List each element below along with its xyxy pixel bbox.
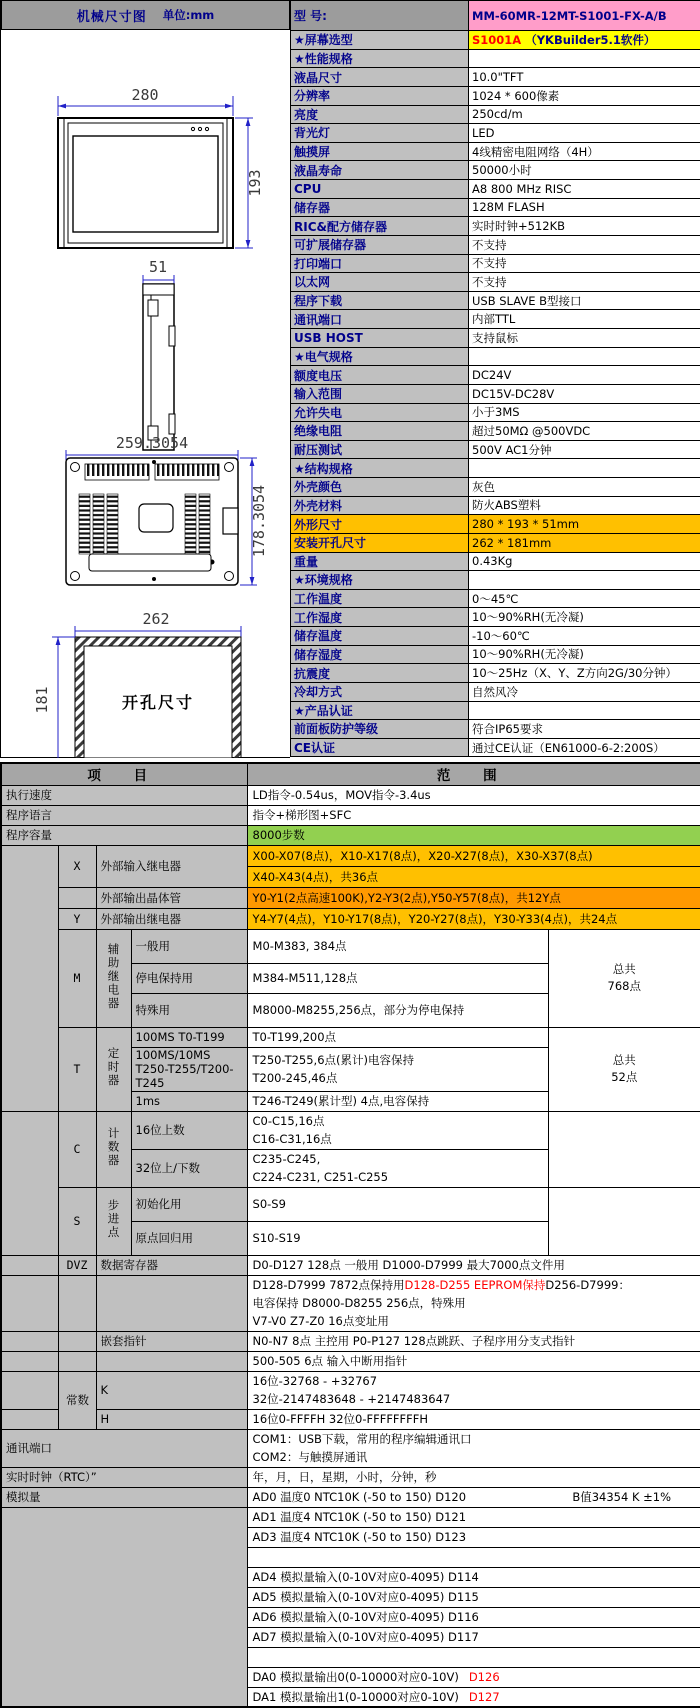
dimension-label-front-height: 193 bbox=[246, 169, 264, 196]
device-letter-s: S bbox=[58, 1187, 96, 1255]
plc-row-value: 指令+梯形图+SFC bbox=[247, 805, 700, 825]
plc-row-value: 16位-32768 - +32767 32位-2147483648 - +2147483647 bbox=[247, 1371, 700, 1409]
plc-row-value: D128-D7999 7872点保持用D128-D255 EEPROM保持D256-D7999： 电容保持 D8000-D8255 256点，特殊用 V7-V0 Z7-Z0 16点变址用 bbox=[247, 1275, 700, 1331]
device-subtype: 100MS/10MS T250-T255/T200-T245 bbox=[131, 1047, 247, 1091]
spec-row-value: USB SLAVE B型接口 bbox=[469, 291, 700, 310]
mechanical-title: 机械尺寸图 bbox=[77, 6, 147, 25]
spec-row-value: 0.43Kg bbox=[469, 552, 700, 571]
device-subtype: 100MS T0-T199 bbox=[131, 1027, 247, 1047]
spec-row-value: 灰色 bbox=[469, 478, 700, 497]
dimension-label-cutout-height: 181 bbox=[33, 686, 51, 713]
spec-row-label: 亮度 bbox=[291, 105, 469, 124]
screen-type-value bbox=[469, 31, 700, 50]
device-name-vertical: 定时器 bbox=[96, 1027, 131, 1111]
device-subtype: 1ms bbox=[131, 1091, 247, 1111]
back-view-drawing bbox=[66, 434, 268, 585]
device-name: 外部输入继电器 bbox=[96, 845, 247, 887]
cutout-label: 开孔尺寸 bbox=[122, 693, 194, 712]
spec-row-label: ★屏幕选型 bbox=[291, 31, 469, 50]
dimension-label-cutout-width: 262 bbox=[142, 610, 169, 628]
device-letter-t: T bbox=[58, 1027, 96, 1111]
plc-row-value: AD5 模拟量输入(0-10V对应0-4095) D115 bbox=[247, 1587, 700, 1607]
plc-row-value: LD指令-0.54us，MOV指令-3.4us bbox=[247, 785, 700, 805]
spec-row-value bbox=[469, 701, 700, 720]
plc-row-label: 执行速度 bbox=[1, 785, 247, 805]
spec-row-value: 不支持 bbox=[469, 235, 700, 254]
spec-section-label: ★电气规格 bbox=[291, 347, 469, 366]
plc-row-value: 16位0-FFFFH 32位0-FFFFFFFFH bbox=[247, 1409, 700, 1429]
spec-row-value: 内部TTL bbox=[469, 310, 700, 329]
spec-row-value: 不支持 bbox=[469, 254, 700, 273]
device-letter bbox=[58, 887, 96, 908]
spec-row-value: 防火ABS塑料 bbox=[469, 496, 700, 515]
device-subtype: 初始化用 bbox=[131, 1187, 247, 1221]
plc-row-value: Y4-Y7(4点)，Y10-Y17(8点)，Y20-Y27(8点)，Y30-Y33(4点)，共24点 bbox=[247, 908, 700, 929]
device-name-constant: 常数 bbox=[58, 1371, 96, 1429]
device-subtype: K bbox=[96, 1371, 247, 1409]
spec-row-value: 实时时钟+512KB bbox=[469, 217, 700, 236]
spec-row-value: 10～90%RH(无冷凝) bbox=[469, 645, 700, 664]
spec-row-label: 额度电压 bbox=[291, 366, 469, 385]
device-letter-y: Y bbox=[58, 908, 96, 929]
spec-row-value: 0～45℃ bbox=[469, 589, 700, 608]
spec-row-value bbox=[469, 49, 700, 68]
spec-row-label: 以太网 bbox=[291, 273, 469, 292]
plc-group-spacer bbox=[96, 1351, 247, 1371]
plc-row-label: 程序容量 bbox=[1, 825, 247, 845]
plc-row-label: 实时时钟（RTC）” bbox=[1, 1467, 247, 1487]
spec-row-value: 不支持 bbox=[469, 273, 700, 292]
screen-model: S1001A bbox=[472, 33, 521, 47]
spec-row-label: 前面板防护等级 bbox=[291, 720, 469, 739]
spec-row-label: USB HOST bbox=[291, 329, 469, 348]
plc-row-value: T246-T249(累计型) 4点,电容保持 bbox=[247, 1091, 548, 1111]
spec-row-label: 耐压测试 bbox=[291, 440, 469, 459]
spec-row-label: 绝缘电阻 bbox=[291, 422, 469, 441]
device-name: 外部输出继电器 bbox=[96, 908, 247, 929]
plc-row-value: N0-N7 8点 主控用 P0-P127 128点跳跃、子程序用分支式指针 bbox=[247, 1331, 700, 1351]
side-view-drawing bbox=[143, 258, 175, 450]
device-subtype: H bbox=[96, 1409, 247, 1429]
plc-row-value: X00-X07(8点)，X10-X17(8点)，X20-X27(8点)，X30-X37(8点) bbox=[247, 845, 700, 866]
plc-row-value: Y0-Y1(2点高速100K),Y2-Y3(2点),Y50-Y57(8点)，共12Y点 bbox=[247, 887, 700, 908]
spec-row-value: 500V AC1分钟 bbox=[469, 440, 700, 459]
plc-row-empty bbox=[247, 1647, 700, 1667]
spec-row-label: 储存器 bbox=[291, 198, 469, 217]
plc-row-value: AD3 温度4 NTC10K (-50 to 150) D123 bbox=[247, 1527, 700, 1547]
spec-section-label: ★结构规格 bbox=[291, 459, 469, 478]
dimension-label-side-width: 51 bbox=[149, 258, 167, 276]
plc-row-label: 模拟量 bbox=[1, 1487, 247, 1507]
spec-row-value: 通过CE认证（EN61000-6-2:200S） bbox=[469, 738, 700, 757]
spec-row-label: 允许失电 bbox=[291, 403, 469, 422]
spec-row-value: 1024 * 600像素 bbox=[469, 86, 700, 105]
plc-row-value: M8000-M8255,256点，部分为停电保持 bbox=[247, 993, 548, 1027]
plc-group-spacer bbox=[1, 1255, 58, 1275]
plc-row-value: DA0 模拟量输出0(0-10000对应0-10V) D126 bbox=[247, 1667, 700, 1687]
spec-section-label: ★性能规格 bbox=[291, 49, 469, 68]
plc-row-value: C235-C245, C224-C231, C251-C255 bbox=[247, 1149, 548, 1187]
spec-row-value: 小于3MS bbox=[469, 403, 700, 422]
plc-row-value: AD1 温度4 NTC10K (-50 to 150) D121 bbox=[247, 1507, 700, 1527]
spec-row-value: 10～25Hz（X、Y、Z方向2G/30分钟） bbox=[469, 664, 700, 683]
plc-row-value: AD4 模拟量输入(0-10V对应0-4095) D114 bbox=[247, 1567, 700, 1587]
plc-row-value: M384-M511,128点 bbox=[247, 963, 548, 993]
spec-row-value: 4线精密电阻网络（4H） bbox=[469, 142, 700, 161]
plc-row-value: DA1 模拟量输出1(0-10000对应0-10V) D127 bbox=[247, 1687, 700, 1707]
device-subtype: 一般用 bbox=[131, 929, 247, 963]
device-letter-m: M bbox=[58, 929, 96, 1027]
spec-row-label: 型 号: bbox=[291, 1, 469, 31]
register-d127: D127 bbox=[469, 1690, 500, 1704]
spec-section-label: ★环境规格 bbox=[291, 571, 469, 590]
spec-row-label: RIC&配方储存器 bbox=[291, 217, 469, 236]
plc-group-spacer bbox=[1, 845, 58, 1111]
device-total: 总共 768点 bbox=[548, 929, 700, 1027]
spec-row-label: 外形尺寸 bbox=[291, 515, 469, 534]
spec-row-label: 冷却方式 bbox=[291, 682, 469, 701]
spec-row-label: 液晶尺寸 bbox=[291, 68, 469, 87]
device-total bbox=[548, 1111, 700, 1187]
spec-row-label: 分辨率 bbox=[291, 86, 469, 105]
plc-group-spacer bbox=[1, 1371, 58, 1409]
register-d126: D126 bbox=[469, 1670, 500, 1684]
plc-group-spacer bbox=[1, 1409, 58, 1429]
plc-row-value: C0-C15,16点 C16-C31,16点 bbox=[247, 1111, 548, 1149]
spec-row-value: 280 * 193 * 51mm bbox=[469, 515, 700, 534]
spec-row-value bbox=[469, 347, 700, 366]
plc-row-value: 年，月，日，星期，小时，分钟，秒 bbox=[247, 1467, 700, 1487]
spec-row-value: 自然风冷 bbox=[469, 682, 700, 701]
device-total: 总共 52点 bbox=[548, 1027, 700, 1111]
spec-table bbox=[290, 0, 700, 757]
screen-software: （YKBuilder5.1软件） bbox=[521, 33, 655, 47]
spec-row-label: 储存湿度 bbox=[291, 645, 469, 664]
device-letter-dvz: DVZ bbox=[58, 1255, 96, 1275]
spec-row-label: 触摸屏 bbox=[291, 142, 469, 161]
device-name-vertical: 计数器 bbox=[96, 1111, 131, 1187]
device-name-vertical: 步进点 bbox=[96, 1187, 131, 1255]
spec-row-label: 工作温度 bbox=[291, 589, 469, 608]
spec-row-label: CPU bbox=[291, 180, 469, 199]
plc-group-spacer bbox=[1, 1275, 58, 1331]
spec-row-label: 背光灯 bbox=[291, 124, 469, 143]
device-subtype: 原点回归用 bbox=[131, 1221, 247, 1255]
plc-row-value: T0-T199,200点 bbox=[247, 1027, 548, 1047]
spec-row-value: DC15V-DC28V bbox=[469, 384, 700, 403]
spec-row-value: 10.0"TFT bbox=[469, 68, 700, 87]
spec-row-label: 通讯端口 bbox=[291, 310, 469, 329]
device-name: 嵌套指针 bbox=[96, 1331, 247, 1351]
spec-row-label: 输入范围 bbox=[291, 384, 469, 403]
spec-row-value: 50000小时 bbox=[469, 161, 700, 180]
spec-row-value: DC24V bbox=[469, 366, 700, 385]
device-letter-x: X bbox=[58, 845, 96, 887]
mechanical-unit: 单位:mm bbox=[163, 7, 215, 23]
spec-row-label: 外壳颜色 bbox=[291, 478, 469, 497]
device-subtype: 16位上数 bbox=[131, 1111, 247, 1149]
plc-row-value: AD6 模拟量输入(0-10V对应0-4095) D116 bbox=[247, 1607, 700, 1627]
spec-row-label: 重量 bbox=[291, 552, 469, 571]
spec-row-value bbox=[469, 459, 700, 478]
device-name: 数据寄存器 bbox=[96, 1255, 247, 1275]
device-name-vertical: 辅助继电器 bbox=[96, 929, 131, 1027]
plc-row-value: 500-505 6点 输入中断用指针 bbox=[247, 1351, 700, 1371]
spec-row-value bbox=[469, 571, 700, 590]
plc-row-value: S10-S19 bbox=[247, 1221, 548, 1255]
plc-row-empty bbox=[247, 1547, 700, 1567]
spec-row-label: 打印端口 bbox=[291, 254, 469, 273]
plc-row-label: 程序语言 bbox=[1, 805, 247, 825]
plc-row-value: M0-M383, 384点 bbox=[247, 929, 548, 963]
plc-row-value: AD7 模拟量输入(0-10V对应0-4095) D117 bbox=[247, 1627, 700, 1647]
spec-row-value: 符合IP65要求 bbox=[469, 720, 700, 739]
plc-row-value: COM1：USB下载，常用的程序编辑通讯口 COM2：与触摸屏通讯 bbox=[247, 1429, 700, 1467]
plc-row-value: D0-D127 128点 一般用 D1000-D7999 最大7000点文件用 bbox=[247, 1255, 700, 1275]
plc-row-label: 通讯端口 bbox=[1, 1429, 247, 1467]
cutout-view-drawing bbox=[33, 610, 241, 758]
plc-header-item: 项 目 bbox=[1, 763, 247, 785]
plc-row-value: 8000步数 bbox=[247, 825, 700, 845]
plc-row-value: AD0 温度0 NTC10K (-50 to 150) D120 B值34354 K ±1% bbox=[247, 1487, 700, 1507]
plc-group-spacer bbox=[1, 1111, 58, 1255]
spec-row-label: 储存温度 bbox=[291, 627, 469, 646]
plc-group-spacer bbox=[1, 1331, 58, 1351]
plc-group-spacer bbox=[96, 1275, 247, 1331]
spec-row-label: 外壳材料 bbox=[291, 496, 469, 515]
plc-group-spacer bbox=[1, 1507, 247, 1707]
spec-row-value: LED bbox=[469, 124, 700, 143]
front-view-drawing bbox=[58, 86, 264, 248]
plc-group-spacer bbox=[58, 1275, 96, 1331]
plc-row-value: T250-T255,6点(累计)电容保持 T200-245,46点 bbox=[247, 1047, 548, 1091]
spec-row-value: 128M FLASH bbox=[469, 198, 700, 217]
plc-group-spacer bbox=[58, 1331, 96, 1351]
device-letter-c: C bbox=[58, 1111, 96, 1187]
spec-row-label: 可扩展储存器 bbox=[291, 235, 469, 254]
device-total bbox=[548, 1187, 700, 1255]
plc-group-spacer bbox=[58, 1351, 96, 1371]
spec-row-value: 10～90%RH(无冷凝) bbox=[469, 608, 700, 627]
spec-row-label: 抗震度 bbox=[291, 664, 469, 683]
spec-row-value: 262 * 181mm bbox=[469, 533, 700, 552]
device-subtype: 32位上/下数 bbox=[131, 1149, 247, 1187]
spec-row-value: 超过50MΩ @500VDC bbox=[469, 422, 700, 441]
mechanical-panel bbox=[0, 0, 290, 758]
plc-row-value: S0-S9 bbox=[247, 1187, 548, 1221]
spec-section-label: ★产品认证 bbox=[291, 701, 469, 720]
mechanical-header bbox=[1, 0, 290, 30]
spec-row-value: 支持鼠标 bbox=[469, 329, 700, 348]
spec-row-label: 工作湿度 bbox=[291, 608, 469, 627]
spec-row-value: -10～60℃ bbox=[469, 627, 700, 646]
dimension-label-back-width: 259.3054 bbox=[116, 434, 188, 452]
device-subtype: 特殊用 bbox=[131, 993, 247, 1027]
dimension-label-back-height: 178.3054 bbox=[250, 485, 268, 557]
spec-row-value: 250cd/m bbox=[469, 105, 700, 124]
mechanical-drawing bbox=[1, 30, 291, 758]
spec-row-label: 安装开孔尺寸 bbox=[291, 533, 469, 552]
device-name: 外部输出晶体管 bbox=[96, 887, 247, 908]
device-subtype: 停电保持用 bbox=[131, 963, 247, 993]
plc-table bbox=[0, 762, 700, 1708]
spec-row-label: CE认证 bbox=[291, 738, 469, 757]
plc-group-spacer bbox=[1, 1351, 58, 1371]
dimension-label-front-width: 280 bbox=[131, 86, 158, 104]
model-number-value: MM-60MR-12MT-S1001-FX-A/B bbox=[469, 1, 700, 31]
spec-row-value: A8 800 MHz RISC bbox=[469, 180, 700, 199]
spec-row-label: 程序下载 bbox=[291, 291, 469, 310]
plc-row-value: X40-X43(4点)，共36点 bbox=[247, 866, 700, 887]
plc-header-range: 范 围 bbox=[247, 763, 700, 785]
spec-row-label: 液晶寿命 bbox=[291, 161, 469, 180]
